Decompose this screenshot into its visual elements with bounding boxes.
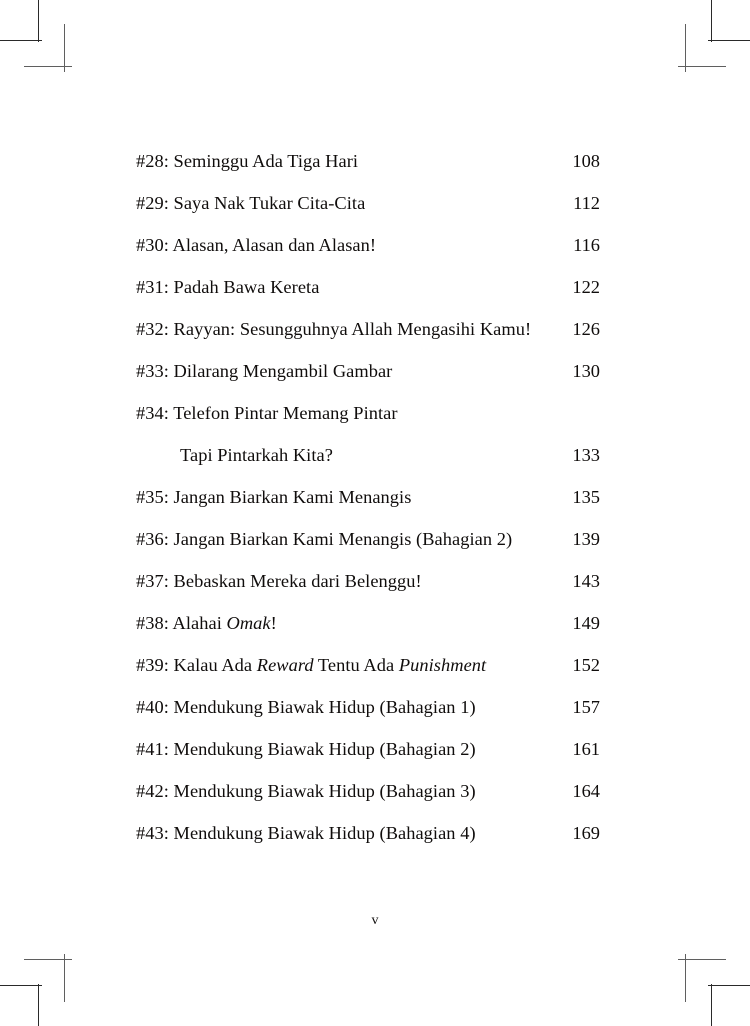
crop-mark-line [711,984,712,1026]
toc-entry[interactable] [136,560,600,602]
crop-mark-line [24,66,72,67]
toc-entry-title: #33: Dilarang Mengambil Gambar [136,361,393,381]
crop-mark-bottom-right [640,936,750,1026]
toc-entry-page-number: 152 [572,655,600,675]
toc-entry-page-number: 157 [572,697,600,717]
crop-mark-top-right [640,0,750,90]
toc-entry-title: #34: Telefon Pintar Memang Pintar [136,403,398,423]
crop-mark-bottom-left [0,936,110,1026]
crop-mark-line [708,985,750,986]
toc-entry-title: #36: Jangan Biarkan Kami Menangis (Bahagian 2) [136,529,513,549]
toc-entry-page-number: 133 [572,445,600,465]
toc-entry[interactable] [136,434,600,476]
page-folio: v [371,913,379,928]
toc-entry-page-number: 149 [572,613,600,633]
toc-entry-title: #29: Saya Nak Tukar Cita-Cita [136,193,366,213]
crop-mark-line [678,959,726,960]
toc-entry-page-number: 161 [572,739,600,759]
crop-mark-line [38,0,39,42]
toc-entry-title: #32: Rayyan: Sesungguhnya Allah Mengasihi Kamu! [136,319,532,339]
crop-mark-top-left [0,0,110,90]
toc-entry-page-number: 130 [572,361,600,381]
toc-entry-page-number: 143 [572,571,600,591]
toc-entry-title: #42: Mendukung Biawak Hidup (Bahagian 3) [136,781,476,801]
toc-entry[interactable] [136,728,600,770]
toc-entry[interactable] [136,224,600,266]
toc-entry-title: #35: Jangan Biarkan Kami Menangis [136,487,412,507]
toc-entry-title: #38: Alahai Omak! [136,613,277,633]
toc-entry-page-number: 108 [572,151,600,171]
toc-entry[interactable] [136,686,600,728]
crop-mark-line [24,959,72,960]
toc-entry[interactable] [136,476,600,518]
toc-entry[interactable] [136,812,600,854]
toc-entry-title: #39: Kalau Ada Reward Tentu Ada Punishment [136,655,487,675]
table-of-contents [136,140,600,854]
toc-entry-title: #37: Bebaskan Mereka dari Belenggu! [136,571,422,591]
toc-entry[interactable] [136,182,600,224]
toc-entry-page-number: 116 [573,235,600,255]
crop-mark-line [64,24,65,72]
crop-mark-line [685,954,686,1002]
toc-entry-title: #40: Mendukung Biawak Hidup (Bahagian 1) [136,697,476,717]
crop-mark-line [678,66,726,67]
crop-mark-line [685,24,686,72]
toc-entry-title: Tapi Pintarkah Kita? [180,445,333,465]
toc-entry-page-number: 126 [572,319,600,339]
toc-entry-page-number: 122 [572,277,600,297]
crop-mark-line [38,984,39,1026]
toc-entry-page-number: 135 [572,487,600,507]
crop-mark-line [708,40,750,41]
toc-entry-title: #41: Mendukung Biawak Hidup (Bahagian 2) [136,739,476,759]
toc-entry-title: #28: Seminggu Ada Tiga Hari [136,151,359,171]
toc-entry[interactable] [136,770,600,812]
crop-mark-line [0,985,42,986]
toc-entry-page-number: 112 [573,193,600,213]
crop-mark-line [64,954,65,1002]
toc-entry[interactable] [136,518,600,560]
toc-entry-title: #31: Padah Bawa Kereta [136,277,320,297]
toc-entry-page-number: 139 [572,529,600,549]
toc-entry[interactable] [136,266,600,308]
crop-mark-line [711,0,712,42]
toc-entry-title: #30: Alasan, Alasan dan Alasan! [136,235,377,255]
crop-mark-line [0,40,42,41]
toc-entry[interactable] [136,308,600,350]
toc-entry[interactable] [136,140,600,182]
toc-entry-page-number: 169 [572,823,600,843]
toc-entry-title: #43: Mendukung Biawak Hidup (Bahagian 4) [136,823,476,843]
toc-entry[interactable] [136,392,600,434]
toc-entry[interactable] [136,602,600,644]
toc-entry[interactable] [136,644,600,686]
toc-entry[interactable] [136,350,600,392]
toc-entry-page-number: 164 [572,781,600,801]
